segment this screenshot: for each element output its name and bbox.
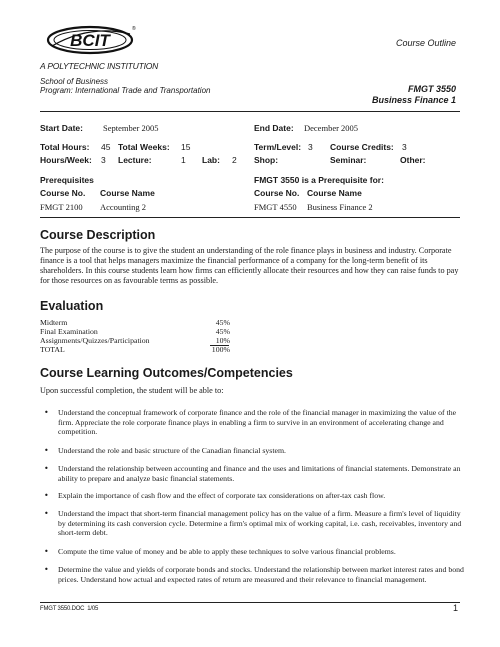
evaluation-heading: Evaluation: [40, 299, 104, 313]
document-type: Course Outline: [395, 38, 456, 48]
institution-tagline: A POLYTECHNIC INSTITUTION: [40, 61, 159, 71]
svg-text:®: ®: [132, 26, 136, 32]
outcome-item: Understand the impact that short-term financial management policy has on the value of a firm. Measure a firm's level of liquidity by determining its cash conversion cycle. Determine a firm's optimal mix of working capital, i.e. cash, receivables, inventory and short-term debt.: [58, 509, 462, 537]
bcit-logo: [44, 20, 136, 60]
seminar-label: Seminar:: [330, 155, 367, 165]
prereq-for-col-course-no: Course No.: [254, 188, 300, 198]
total-hours-value: 45: [101, 142, 111, 152]
course-credits-value: 3: [402, 142, 407, 152]
bullet-icon: •: [44, 464, 49, 473]
bullet-icon: •: [44, 509, 49, 518]
lab-value: 2: [232, 155, 237, 165]
page-number: 1: [452, 603, 458, 613]
header-divider: [40, 111, 460, 112]
outcome-item: Understand the conceptual framework of corporate finance and the role of the financial manager in maximizing the value of the firm. Appreciate the role corporate finance plays in enabling a firm to survive in an environment of accelerating change and competition.: [58, 408, 457, 436]
evaluation-item: Midterm: [40, 318, 68, 327]
end-date-value: December 2005: [304, 123, 359, 133]
start-date-label: Start Date:: [40, 123, 83, 133]
program-name: Program: International Trade and Transportation: [40, 86, 211, 95]
course-description-text: The purpose of the course is to give the student an understanding of the role finance plays in business and industry. Corporate finance is a tool that helps managers maximize the financial performance of a company for the long-term benefit of its shareholders. In this course students learn how firms can efficiently allocate their resources and how they can raise funds to pay for those resources on as favourable terms as possible.: [40, 246, 459, 285]
term-level-label: Term/Level:: [254, 142, 302, 152]
course-title: Business Finance 1: [371, 95, 456, 105]
term-level-value: 3: [308, 142, 313, 152]
lecture-label: Lecture:: [118, 155, 152, 165]
bullet-icon: •: [44, 547, 49, 556]
prereq-course-no: FMGT 2100: [40, 202, 83, 212]
evaluation-total-value: 100%: [211, 345, 230, 354]
lecture-value: 1: [181, 155, 186, 165]
total-weeks-value: 15: [181, 142, 191, 152]
prereq-col-course-name: Course Name: [100, 188, 155, 198]
outcome-item: Determine the value and yields of corporate bonds and stocks. Understand the relationship between market interest rates and bond prices. Understand how actual and expected rates of return are measured and their relevance to financial management.: [58, 565, 464, 584]
total-hours-label: Total Hours:: [40, 142, 90, 152]
footer-filename: FMGT 3550.DOC: [40, 606, 85, 612]
course-credits-label: Course Credits:: [330, 142, 394, 152]
logo-wordmark: BCIT: [70, 31, 110, 50]
total-weeks-label: Total Weeks:: [118, 142, 170, 152]
evaluation-weight: 45%: [215, 327, 230, 336]
evaluation-total-row: [40, 345, 230, 354]
prereq-course-name: Accounting 2: [100, 202, 147, 212]
evaluation-row: [40, 336, 230, 345]
course-description-heading: Course Description: [40, 228, 156, 242]
evaluation-weight: 10%: [215, 336, 230, 345]
learning-outcomes-intro: Upon successful completion, the student will be able to:: [40, 386, 224, 395]
evaluation-weight: 45%: [215, 318, 230, 327]
hours-week-value: 3: [101, 155, 106, 165]
evaluation-row: [40, 318, 230, 327]
school-name: School of Business: [40, 77, 109, 86]
evaluation-row: [40, 327, 230, 336]
bullet-icon: •: [44, 565, 49, 574]
footer-divider: [40, 602, 460, 603]
course-code: FMGT 3550: [407, 84, 456, 94]
start-date-value: September 2005: [103, 123, 159, 133]
other-label: Other:: [400, 155, 426, 165]
bullet-icon: •: [44, 491, 49, 500]
outcome-item: Explain the importance of cash flow and the effect of corporate tax considerations on after-tax cash flow.: [58, 491, 386, 500]
lab-label: Lab:: [202, 155, 220, 165]
bullet-icon: •: [44, 408, 49, 417]
outcome-item: Understand the relationship between accounting and finance and the uses and limitations of financial statements. Demonstrate an ability to prepare and analyze basic financial statements.: [58, 464, 461, 483]
footer-date: 1/05: [87, 606, 99, 612]
footer-file-info: [40, 606, 98, 612]
evaluation-item: Final Examination: [40, 327, 98, 336]
shop-label: Shop:: [254, 155, 279, 165]
prereq-for-title: FMGT 3550 is a Prerequisite for:: [254, 175, 384, 185]
prereq-for-course-no: FMGT 4550: [254, 202, 297, 212]
prereq-col-course-no: Course No.: [40, 188, 86, 198]
hours-week-label: Hours/Week:: [40, 155, 92, 165]
prereq-for-col-course-name: Course Name: [307, 188, 362, 198]
learning-outcomes-heading: Course Learning Outcomes/Competencies: [40, 366, 293, 380]
end-date-label: End Date:: [254, 123, 294, 133]
info-divider: [40, 217, 460, 218]
bullet-icon: •: [44, 446, 49, 455]
outcome-item: Compute the time value of money and be able to apply these techniques to solve various financial problems.: [58, 547, 396, 556]
evaluation-item: Assignments/Quizzes/Participation: [40, 336, 150, 345]
evaluation-total-label: TOTAL: [40, 345, 65, 354]
prereq-for-course-name: Business Finance 2: [307, 202, 373, 212]
outcome-item: Understand the role and basic structure of the Canadian financial system.: [58, 446, 286, 455]
prerequisites-title: Prerequisites: [40, 175, 94, 185]
